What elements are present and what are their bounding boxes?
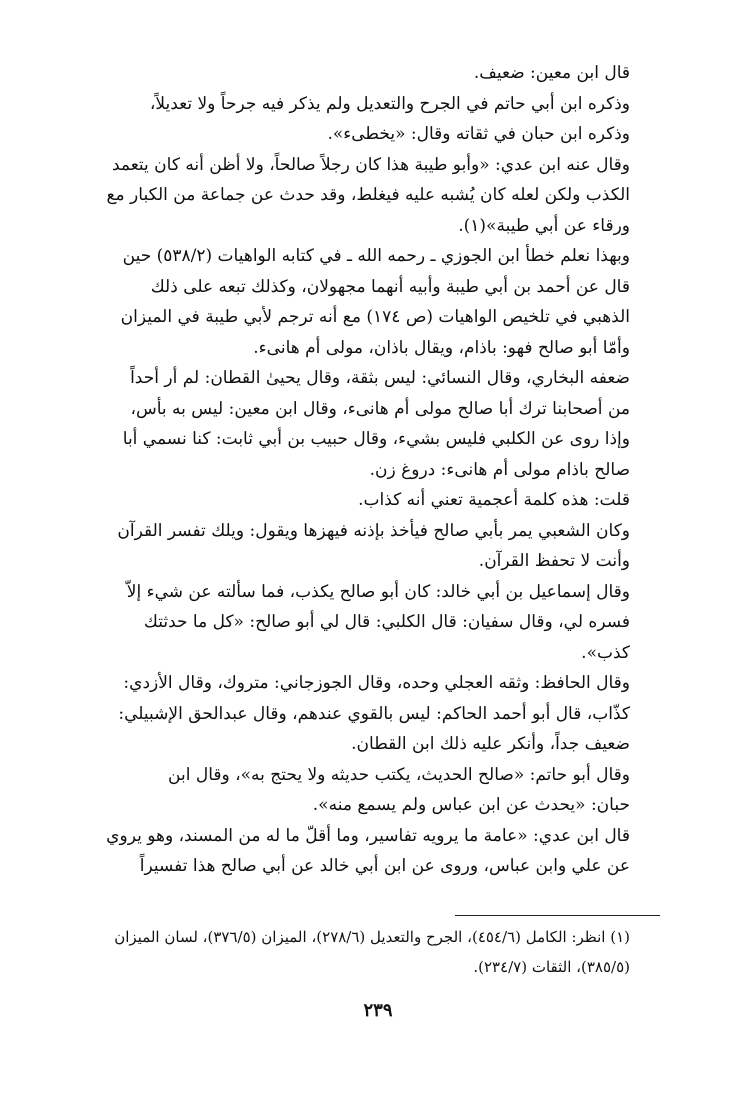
main-text bbox=[95, 58, 630, 882]
text-line: حبان: «يحدث عن ابن عباس ولم يسمع منه». bbox=[312, 795, 630, 815]
footnote-divider bbox=[455, 915, 660, 916]
text-line: عن علي وابن عباس، وروى عن ابن أبي خالد عن أبي صالح هذا تفسيراً bbox=[139, 856, 630, 876]
text-line: ضعفه البخاري، وقال النسائي: ليس بثقة، وقال يحيىٰ القطان: لم أر أحداً bbox=[130, 368, 630, 388]
text-line: وبهذا نعلم خطأ ابن الجوزي ـ رحمه الله ـ في كتابه الواهيات (٥٣٨/٢) حين bbox=[122, 246, 630, 266]
text-line: من أصحابنا ترك أبا صالح مولى أم هانىء، وقال ابن معين: ليس به بأس، bbox=[130, 398, 630, 419]
text-line: الذهبي في تلخيص الواهيات (ص ١٧٤) مع أنه ترجم لأبي طيبة في الميزان bbox=[120, 307, 630, 327]
text-line: قال ابن معين: ضعيف. bbox=[473, 63, 630, 83]
text-line: وقال الحافظ: وثقه العجلي وحده، وقال الجوزجاني: متروك، وقال الأزدي: bbox=[123, 673, 630, 693]
text-line: وقال أبو حاتم: «صالح الحديث، يكتب حديثه ولا يحتج به»، وقال ابن bbox=[168, 764, 630, 785]
text-line: وكان الشعبي يمر بأبي صالح فيأخذ بإذنه فيهزها ويقول: ويلك تفسر القرآن bbox=[117, 520, 630, 541]
text-line: الكذب ولكن لعله كان يُشبه عليه فيغلط، وقد حدث عن جماعة من الكبار مع bbox=[106, 185, 630, 205]
text-line: كذب». bbox=[581, 642, 630, 663]
text-line: وقال إسماعيل بن أبي خالد: كان أبو صالح يكذب، فما سألته عن شيء إلاّ bbox=[126, 581, 630, 602]
text-line: صالح باذام مولى أم هانىء: دروغ زن. bbox=[369, 459, 630, 480]
text-line: وذكره ابن أبي حاتم في الجرح والتعديل ولم يذكر فيه جرحاً ولا تعديلاً، bbox=[149, 93, 630, 114]
footnote-line: (١) انظر: الكامل (٤٥٤/٦)، الجرح والتعديل (٢٧٨/٦)، الميزان (٣٧٦/٥)، لسان الميزان bbox=[114, 928, 630, 946]
text-line: وإذا روى عن الكلبي فليس بشيء، وقال حبيب بن أبي ثابت: كنا نسمي أبا bbox=[122, 429, 630, 449]
text-line: ورقاء عن أبي طيبة»(١). bbox=[458, 215, 630, 236]
text-line: فسره لي، وقال سفيان: قال الكلبي: قال لي أبو صالح: «كل ما حدثتك bbox=[143, 612, 630, 632]
text-line: قال عن أحمد بن أبي طيبة وأبيه أنهما مجهولان، وكذلك تبعه على ذلك bbox=[150, 276, 630, 297]
text-line: كذّاب، قال أبو أحمد الحاكم: ليس بالقوي عندهم، وقال عبدالحق الإشبيلي: bbox=[118, 703, 630, 724]
text-line: وأنت لا تحفظ القرآن. bbox=[478, 551, 630, 571]
text-line: ضعيف جداً، وأنكر عليه ذلك ابن القطان. bbox=[351, 734, 630, 754]
footnotes bbox=[95, 922, 630, 982]
text-line: وذكره ابن حبان في ثقاته وقال: «يخطىء». bbox=[327, 124, 630, 144]
footnote-line: (٣٨٥/٥)، الثقات (٢٣٤/٧). bbox=[473, 958, 630, 976]
page-number: ٢٣٩ bbox=[363, 1000, 393, 1021]
text-line: قال ابن عدي: «عامة ما يرويه تفاسير، وما أقلّ ما له من المسند، وهو يروي bbox=[106, 825, 630, 846]
text-line: قلت: هذه كلمة أعجمية تعني أنه كذاب. bbox=[358, 490, 630, 510]
text-line: وقال عنه ابن عدي: «وأبو طيبة هذا كان رجلاً صالحاً، ولا أظن أنه كان يتعمد bbox=[111, 154, 630, 175]
text-line: وأمّا أبو صالح فهو: باذام، ويقال باذان، مولى أم هانىء. bbox=[253, 337, 630, 358]
